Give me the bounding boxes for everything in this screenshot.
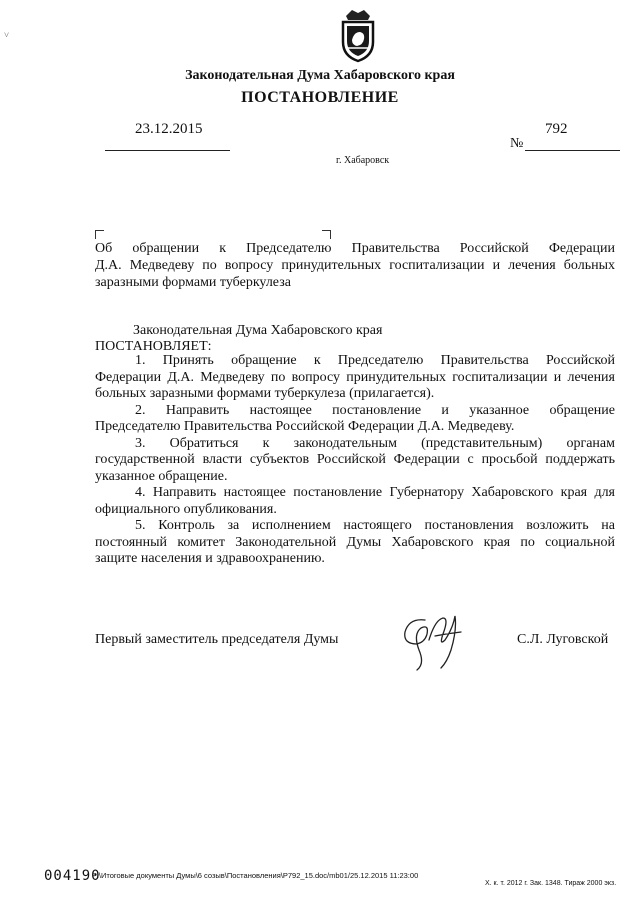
subject-line: Д.А. Медведеву по вопросу принудительных госпитализации и лечения больных <box>95 258 615 273</box>
number-sign: № <box>510 136 524 151</box>
organization-title: Законодательная Дума Хабаровского края <box>185 68 455 83</box>
subject-corner-left <box>95 230 104 239</box>
signatory-position: Первый заместитель председателя Думы <box>95 632 339 647</box>
item-line: Федерации Д.А. Медведеву по вопросу принудительных госпитализации и лечения <box>95 369 615 385</box>
number-underline <box>525 150 620 151</box>
item-line: 4. Направить настоящее постановление Губернатору Хабаровского края для <box>135 485 615 500</box>
signatory-name: С.Л. Луговской <box>517 632 609 647</box>
file-path: Р:\Итоговые документы Думы\6 созыв\Постановления\Р792_15.doc/mb01/25.12.2015 11:23:00 <box>92 871 419 880</box>
registration-number: 004190 <box>44 868 101 884</box>
subject-line: заразными формами туберкулеза <box>95 275 291 290</box>
date-underline <box>105 150 230 151</box>
document-number: 792 <box>545 121 568 137</box>
resolution-item <box>95 436 615 486</box>
item-line: больных заразными формами туберкулеза (прилагается). <box>95 386 435 401</box>
resolution-item <box>95 403 615 436</box>
print-info: Х. к. т. 2012 г. Зак. 1348. Тираж 2000 экз. <box>485 880 617 887</box>
document-date: 23.12.2015 <box>135 121 203 137</box>
subject-corner-right <box>322 230 331 239</box>
subject-line: Об обращении к Председателю Правительства Российской Федерации <box>95 241 615 256</box>
margin-mark: ˅ <box>4 30 10 40</box>
preamble: Законодательная Дума Хабаровского края <box>133 323 383 338</box>
handwritten-signature <box>395 610 465 672</box>
item-line: указанное обращение. <box>95 468 228 484</box>
item-line: государственной власти субъектов Российской Федерации с просьбой поддержать <box>95 452 615 467</box>
resolution-items <box>95 353 615 568</box>
resolution-item <box>95 353 615 403</box>
item-line: 3. Обратиться к законодательным (представительным) органам <box>135 435 615 451</box>
item-line: 2. Направить настоящее постановление и указанное обращение <box>135 402 615 418</box>
resolves-heading: ПОСТАНОВЛЯЕТ: <box>95 339 212 354</box>
item-line: защите населения и здравоохранению. <box>95 551 325 566</box>
document-type: ПОСТАНОВЛЕНИЕ <box>241 89 399 106</box>
coat-of-arms-emblem <box>338 8 378 63</box>
item-line: 1. Принять обращение к Председателю Правительства Российской <box>135 353 615 368</box>
item-line: постоянный комитет Законодательной Думы Хабаровского края по социальной <box>95 534 615 550</box>
item-line: 5. Контроль за исполнением настоящего постановления возложить на <box>135 518 615 533</box>
city: г. Хабаровск <box>336 155 390 166</box>
item-line: официального опубликования. <box>95 501 277 517</box>
resolution-item <box>95 485 615 518</box>
document-subject <box>95 240 615 291</box>
resolution-item <box>95 518 615 568</box>
item-line: Председателю Правительства Российской Федерации Д.А. Медведеву. <box>95 419 515 434</box>
